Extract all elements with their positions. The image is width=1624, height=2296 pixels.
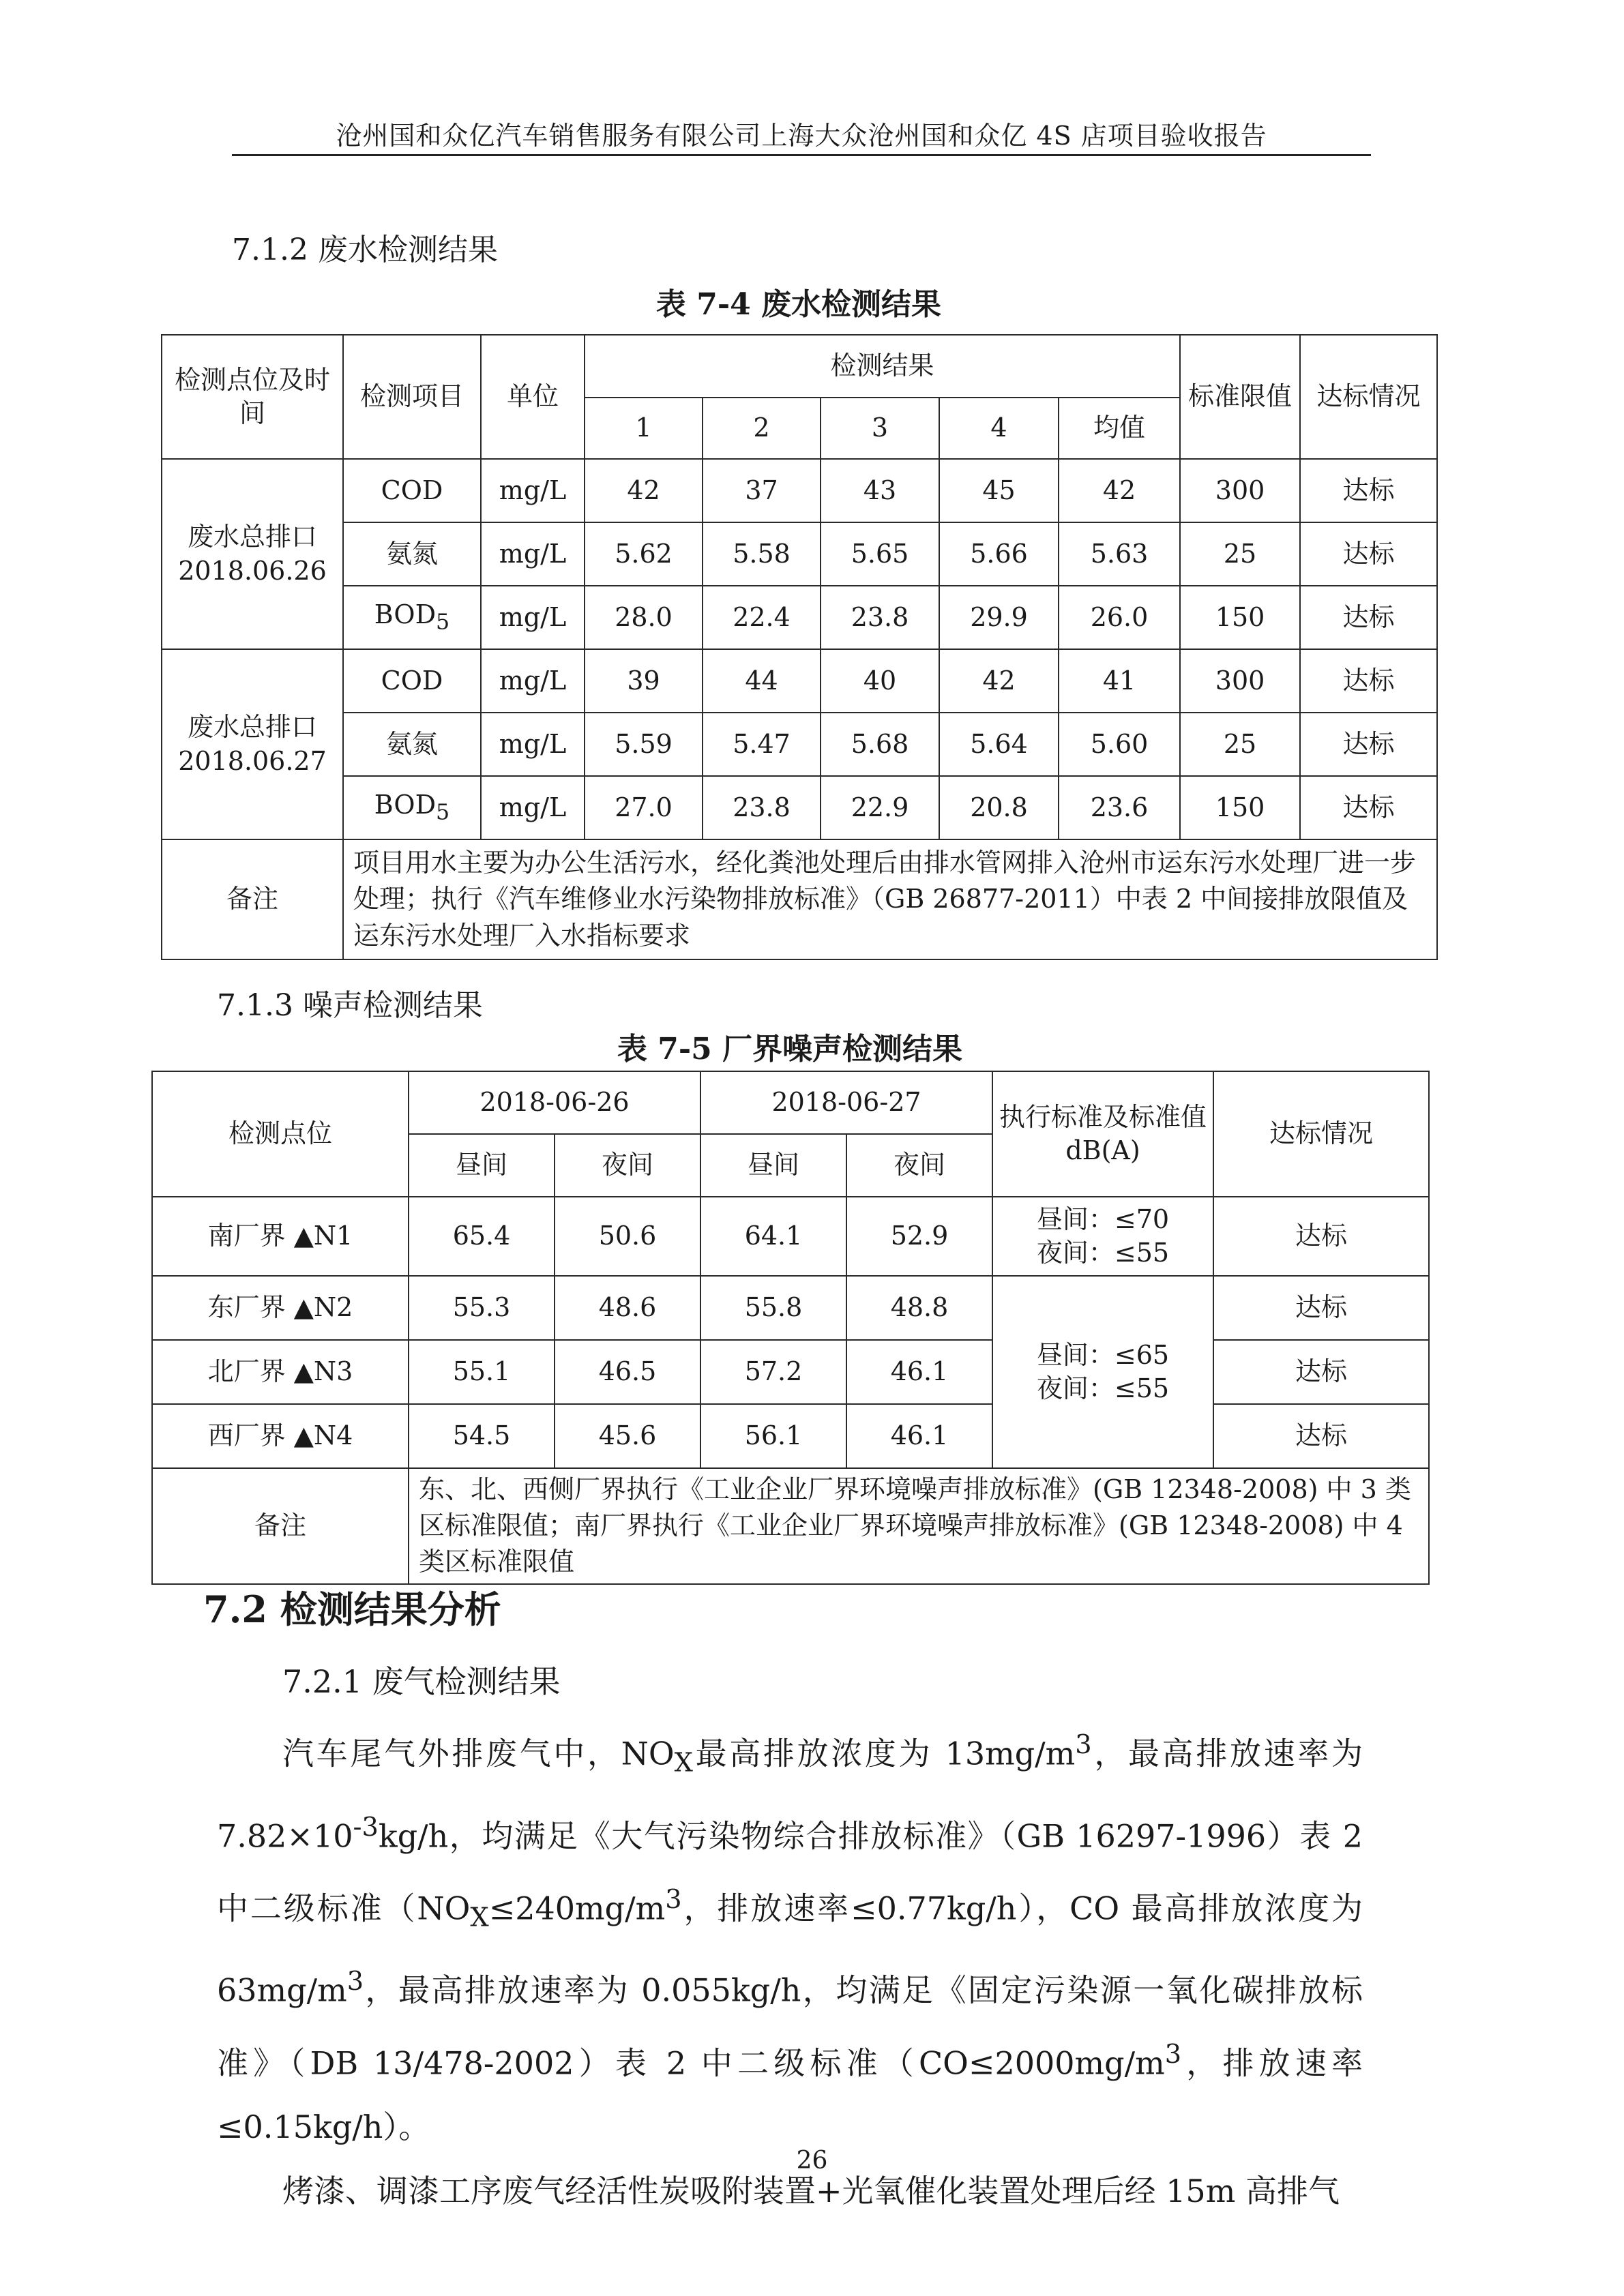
value-cell: 23.8 bbox=[821, 586, 939, 649]
point-cell: 东厂界 ▲N2 bbox=[152, 1276, 409, 1340]
value-cell: 29.9 bbox=[939, 586, 1059, 649]
superscript: -3 bbox=[353, 1811, 379, 1843]
table-row bbox=[162, 649, 1437, 713]
value-cell: 28.0 bbox=[585, 586, 703, 649]
text-run: ，最高排放速率为 0.055kg/h，均满足《固定污染源一氧化碳排放标准》（DB 13/478-2002）表 2 中二级标准（CO≤2000mg/m bbox=[217, 1971, 1363, 2082]
standard-night: 夜间：≤55 bbox=[1036, 1238, 1170, 1268]
header-divider bbox=[232, 154, 1371, 156]
header-results: 检测结果 bbox=[585, 335, 1180, 398]
value-cell: 37 bbox=[703, 459, 821, 522]
value-cell: 46.1 bbox=[846, 1404, 992, 1468]
value-cell: 55.1 bbox=[409, 1340, 555, 1404]
point-cell: 南厂界 ▲N1 bbox=[152, 1197, 409, 1276]
header-day: 昼间 bbox=[409, 1134, 555, 1197]
item-cell: COD bbox=[343, 459, 481, 522]
unit-cell: mg/L bbox=[481, 586, 585, 649]
header-status: 达标情况 bbox=[1300, 335, 1437, 459]
header-result-1: 1 bbox=[585, 398, 703, 459]
header-mean: 均值 bbox=[1059, 398, 1180, 459]
item-cell bbox=[343, 776, 481, 839]
mean-cell: 42 bbox=[1059, 459, 1180, 522]
header-date-2: 2018-06-27 bbox=[700, 1071, 992, 1134]
mean-cell: 26.0 bbox=[1059, 586, 1180, 649]
table-row bbox=[162, 776, 1437, 839]
text-run: ，排放速率≤0.15kg/h）。 bbox=[217, 2044, 1363, 2146]
item-name: BOD bbox=[374, 599, 437, 630]
limit-cell: 25 bbox=[1180, 713, 1300, 776]
status-cell: 达标 bbox=[1300, 776, 1437, 839]
table-row bbox=[162, 522, 1437, 586]
header-limit: 标准限值 bbox=[1180, 335, 1300, 459]
subsection-heading-7-1-3: 7.1.3 噪声检测结果 bbox=[217, 988, 483, 1023]
value-cell: 57.2 bbox=[700, 1340, 846, 1404]
header-status: 达标情况 bbox=[1213, 1071, 1429, 1197]
mean-cell: 41 bbox=[1059, 649, 1180, 713]
value-cell: 50.6 bbox=[555, 1197, 700, 1276]
value-cell: 5.47 bbox=[703, 713, 821, 776]
text-run: 最高排放浓度为 13mg/m bbox=[692, 1735, 1076, 1772]
group-point: 废水总排口 bbox=[187, 712, 317, 743]
standard-cell bbox=[992, 1197, 1213, 1276]
table-row bbox=[152, 1340, 1429, 1404]
status-cell: 达标 bbox=[1300, 459, 1437, 522]
unit-cell: mg/L bbox=[481, 776, 585, 839]
subscript: X bbox=[470, 1902, 489, 1933]
item-cell bbox=[343, 586, 481, 649]
limit-cell: 150 bbox=[1180, 776, 1300, 839]
point-cell: 北厂界 ▲N3 bbox=[152, 1340, 409, 1404]
value-cell: 5.66 bbox=[939, 522, 1059, 586]
header-point: 检测点位 bbox=[152, 1071, 409, 1197]
unit-cell: mg/L bbox=[481, 649, 585, 713]
table-7-4-caption: 表 7-4 废水检测结果 bbox=[655, 287, 942, 322]
standard-night: 夜间：≤55 bbox=[1036, 1373, 1170, 1403]
header-standard: 执行标准及标准值 dB(A) bbox=[992, 1071, 1213, 1197]
status-cell: 达标 bbox=[1213, 1197, 1429, 1276]
header-item: 检测项目 bbox=[343, 335, 481, 459]
value-cell: 64.1 bbox=[700, 1197, 846, 1276]
status-cell: 达标 bbox=[1213, 1404, 1429, 1468]
value-cell: 22.9 bbox=[821, 776, 939, 839]
item-cell: COD bbox=[343, 649, 481, 713]
table-row bbox=[162, 839, 1437, 959]
value-cell: 5.59 bbox=[585, 713, 703, 776]
value-cell: 27.0 bbox=[585, 776, 703, 839]
header-night: 夜间 bbox=[846, 1134, 992, 1197]
value-cell: 43 bbox=[821, 459, 939, 522]
text-run: ，排放速率≤0.77kg/h），CO 最高排放浓度为 63mg/m bbox=[217, 1890, 1363, 2009]
value-cell: 45.6 bbox=[555, 1404, 700, 1468]
table-row bbox=[152, 1468, 1429, 1584]
value-cell: 56.1 bbox=[700, 1404, 846, 1468]
value-cell: 55.3 bbox=[409, 1276, 555, 1340]
value-cell: 48.6 bbox=[555, 1276, 700, 1340]
value-cell: 65.4 bbox=[409, 1197, 555, 1276]
page-number: 26 bbox=[796, 2147, 828, 2175]
value-cell: 46.5 bbox=[555, 1340, 700, 1404]
point-cell: 西厂界 ▲N4 bbox=[152, 1404, 409, 1468]
value-cell: 55.8 bbox=[700, 1276, 846, 1340]
group-point-cell bbox=[162, 649, 343, 839]
unit-cell: mg/L bbox=[481, 713, 585, 776]
note-text: 项目用水主要为办公生活污水，经化粪池处理后由排水管网排入沧州市运东污水处理厂进一步处理；执行《汽车维修业水污染物排放标准》（GB 26877-2011）中表 2 中间接排放限值及运东污水处理厂入水指标要求 bbox=[343, 839, 1437, 959]
note-label: 备注 bbox=[152, 1468, 409, 1584]
status-cell: 达标 bbox=[1300, 522, 1437, 586]
value-cell: 22.4 bbox=[703, 586, 821, 649]
header-date-1: 2018-06-26 bbox=[409, 1071, 700, 1134]
table-row bbox=[162, 459, 1437, 522]
header-day: 昼间 bbox=[700, 1134, 846, 1197]
value-cell: 54.5 bbox=[409, 1404, 555, 1468]
page-header: 沧州国和众亿汽车销售服务有限公司上海大众沧州国和众亿 4S 店项目验收报告 bbox=[336, 121, 1267, 151]
text-run: kg/h，均满足《大气污染物综合排放标准》（GB 16297-1996）表 2 中二级标准（NO bbox=[217, 1817, 1363, 1927]
subsection-heading-7-2-1: 7.2.1 废气检测结果 bbox=[282, 1663, 561, 1700]
header-result-3: 3 bbox=[821, 398, 939, 459]
standard-day: 昼间：≤65 bbox=[1036, 1339, 1170, 1370]
value-cell: 48.8 bbox=[846, 1276, 992, 1340]
value-cell: 52.9 bbox=[846, 1197, 992, 1276]
wastewater-results-table bbox=[161, 334, 1438, 960]
status-cell: 达标 bbox=[1300, 713, 1437, 776]
subsection-heading-7-1-2: 7.1.2 废水检测结果 bbox=[232, 233, 498, 267]
value-cell: 5.62 bbox=[585, 522, 703, 586]
text-run: ，最高排放速率为 7.82×10 bbox=[217, 1735, 1363, 1854]
noise-results-table bbox=[151, 1071, 1430, 1585]
header-result-2: 2 bbox=[703, 398, 821, 459]
value-cell: 5.65 bbox=[821, 522, 939, 586]
limit-cell: 25 bbox=[1180, 522, 1300, 586]
limit-cell: 300 bbox=[1180, 649, 1300, 713]
paragraph-exhaust bbox=[217, 1713, 1363, 2159]
note-text: 东、北、西侧厂界执行《工业企业厂界环境噪声排放标准》(GB 12348-2008) 中 3 类区标准限值；南厂界执行《工业企业厂界环境噪声排放标准》(GB 12348-2008) 中 4 类区标准限值 bbox=[409, 1468, 1429, 1584]
value-cell: 5.64 bbox=[939, 713, 1059, 776]
item-cell: 氨氮 bbox=[343, 713, 481, 776]
value-cell: 42 bbox=[585, 459, 703, 522]
status-cell: 达标 bbox=[1213, 1276, 1429, 1340]
item-subscript: 5 bbox=[436, 800, 450, 825]
value-cell: 23.8 bbox=[703, 776, 821, 839]
mean-cell: 5.60 bbox=[1059, 713, 1180, 776]
limit-cell: 300 bbox=[1180, 459, 1300, 522]
value-cell: 39 bbox=[585, 649, 703, 713]
superscript: 3 bbox=[665, 1883, 682, 1915]
value-cell: 42 bbox=[939, 649, 1059, 713]
value-cell: 20.8 bbox=[939, 776, 1059, 839]
item-cell: 氨氮 bbox=[343, 522, 481, 586]
item-subscript: 5 bbox=[436, 610, 450, 635]
group-date: 2018.06.26 bbox=[178, 555, 327, 586]
value-cell: 40 bbox=[821, 649, 939, 713]
group-point: 废水总排口 bbox=[187, 522, 317, 552]
mean-cell: 5.63 bbox=[1059, 522, 1180, 586]
value-cell: 46.1 bbox=[846, 1340, 992, 1404]
table-row bbox=[152, 1197, 1429, 1276]
table-row bbox=[152, 1276, 1429, 1340]
subscript: X bbox=[674, 1747, 693, 1778]
text-run: 汽车尾气外排废气中，NO bbox=[282, 1735, 675, 1772]
group-point-cell bbox=[162, 459, 343, 649]
superscript: 3 bbox=[1164, 2038, 1182, 2070]
value-cell: 45 bbox=[939, 459, 1059, 522]
value-cell: 44 bbox=[703, 649, 821, 713]
table-7-5-caption: 表 7-5 厂界噪声检测结果 bbox=[617, 1032, 963, 1067]
paragraph-paint: 烤漆、调漆工序废气经活性炭吸附装置+光氧催化装置处理后经 15m 高排气 bbox=[282, 2173, 1340, 2210]
table-row bbox=[162, 586, 1437, 649]
standard-day: 昼间：≤70 bbox=[1036, 1204, 1170, 1234]
superscript: 3 bbox=[1075, 1729, 1092, 1760]
unit-cell: mg/L bbox=[481, 459, 585, 522]
header-point-time: 检测点位及时间 bbox=[162, 335, 343, 459]
status-cell: 达标 bbox=[1300, 649, 1437, 713]
note-label: 备注 bbox=[162, 839, 343, 959]
header-result-4: 4 bbox=[939, 398, 1059, 459]
superscript: 3 bbox=[346, 1966, 364, 1997]
table-row bbox=[152, 1404, 1429, 1468]
item-name: BOD bbox=[374, 790, 437, 820]
text-run: ≤240mg/m bbox=[488, 1890, 666, 1927]
limit-cell: 150 bbox=[1180, 586, 1300, 649]
value-cell: 5.58 bbox=[703, 522, 821, 586]
group-date: 2018.06.27 bbox=[178, 745, 327, 776]
header-night: 夜间 bbox=[555, 1134, 700, 1197]
header-unit: 单位 bbox=[481, 335, 585, 459]
status-cell: 达标 bbox=[1213, 1340, 1429, 1404]
unit-cell: mg/L bbox=[481, 522, 585, 586]
section-heading-7-2: 7.2 检测结果分析 bbox=[203, 1587, 501, 1631]
status-cell: 达标 bbox=[1300, 586, 1437, 649]
value-cell: 5.68 bbox=[821, 713, 939, 776]
table-row bbox=[162, 713, 1437, 776]
mean-cell: 23.6 bbox=[1059, 776, 1180, 839]
standard-cell bbox=[992, 1276, 1213, 1468]
